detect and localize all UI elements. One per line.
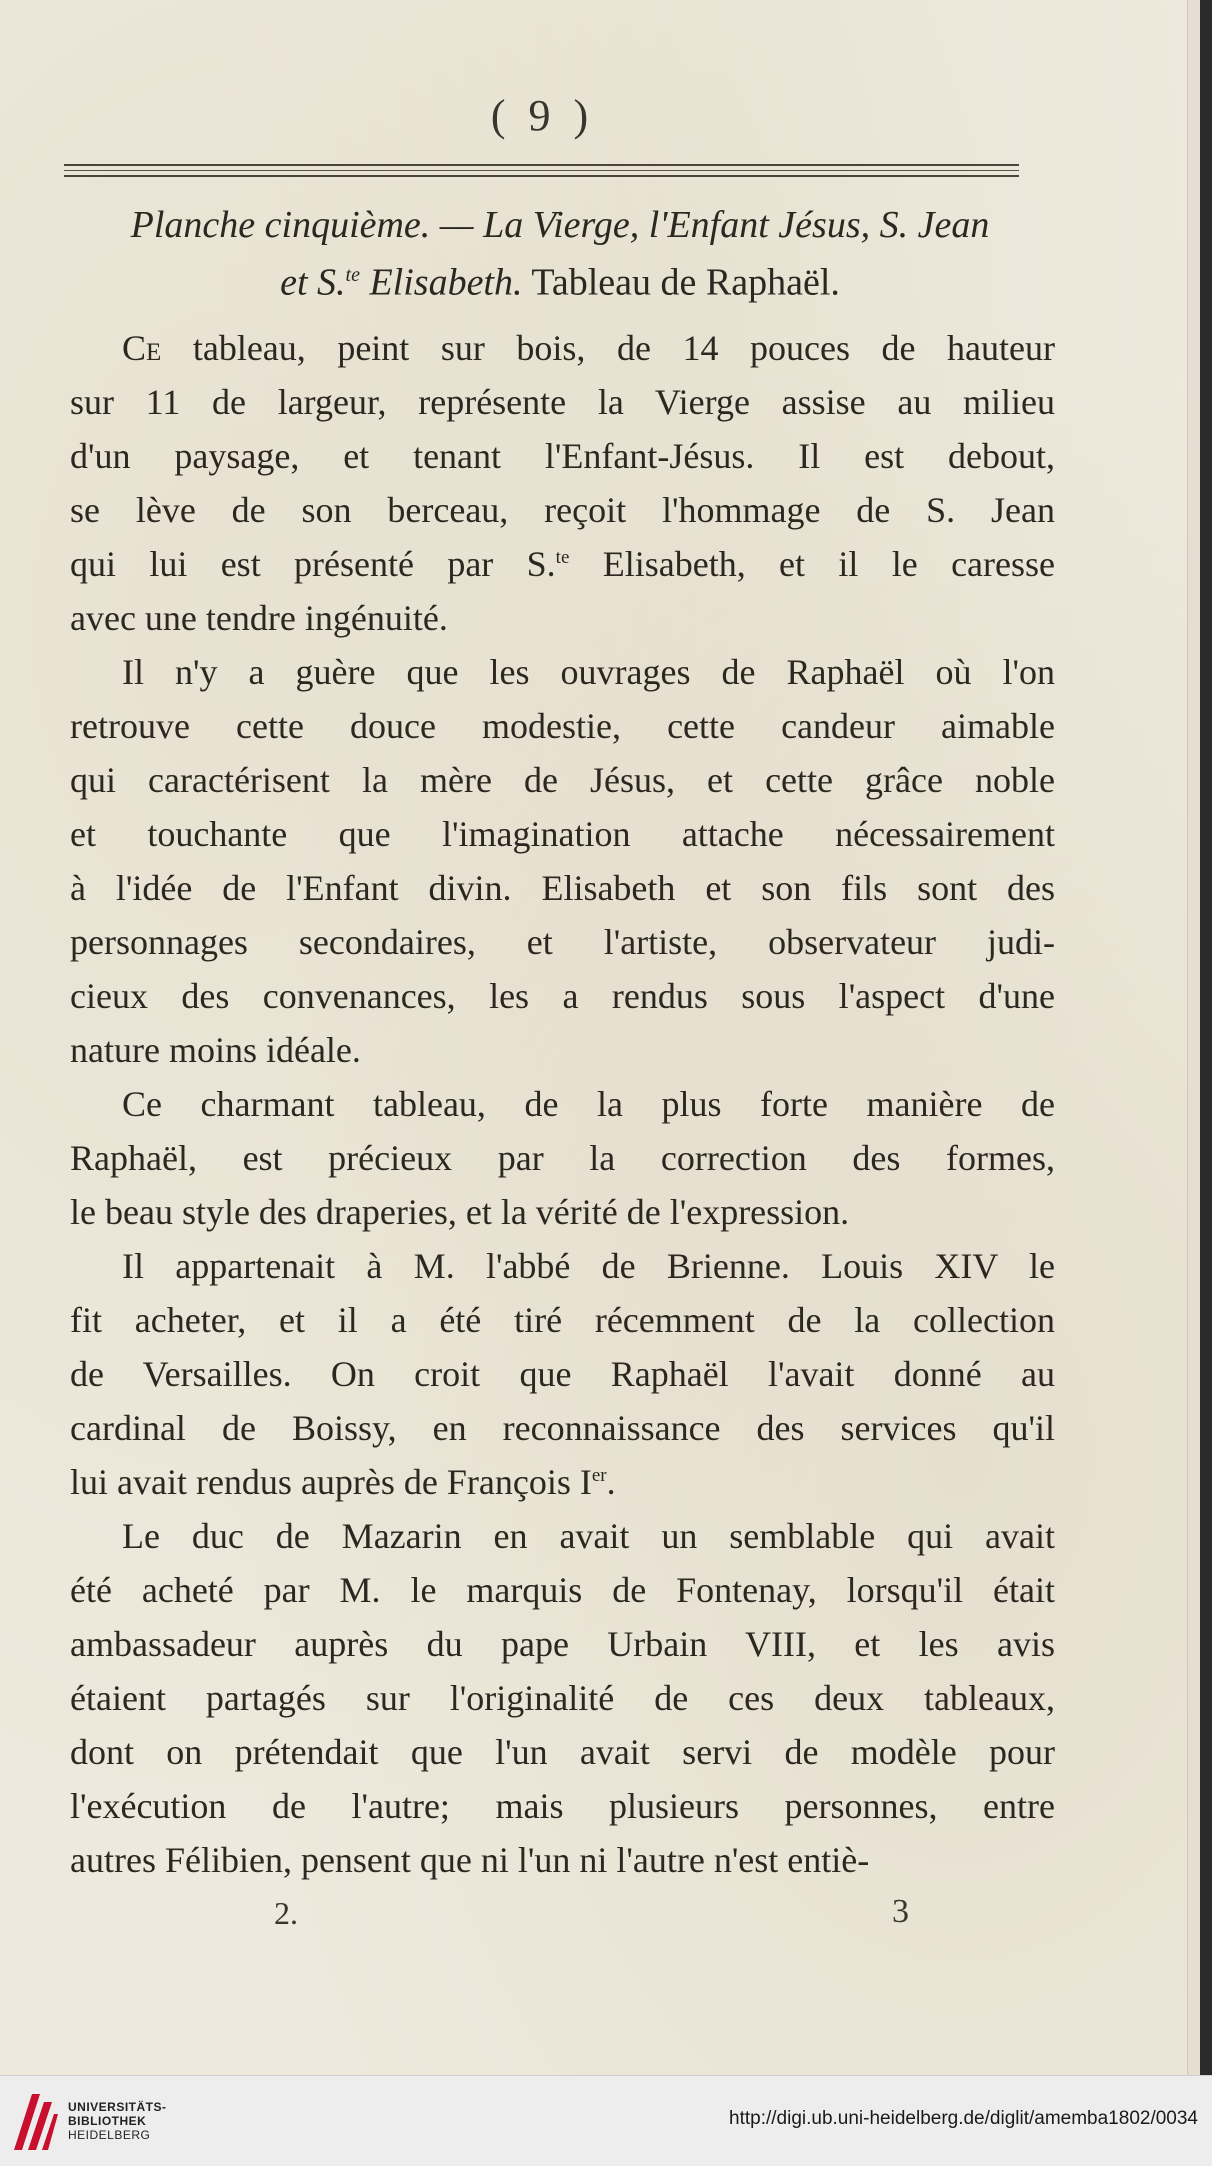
text-line: [70, 1293, 1055, 1347]
paragraph-3: [70, 1077, 1055, 1239]
text-line: [70, 1779, 1055, 1833]
text-segment: Elisabeth, et il le caresse: [569, 544, 1055, 584]
text-line: [70, 1239, 1055, 1293]
text-segment: Il appartenait à M. l'abbé de Brienne. Louis XIV le: [122, 1246, 1055, 1286]
text-segment: retrouve cette douce modestie, cette candeur aimable: [70, 706, 1055, 746]
text-segment: d'un paysage, et tenant l'Enfant-Jésus. Il est debout,: [70, 436, 1055, 476]
text-line: [70, 1347, 1055, 1401]
text-segment: lui avait rendus auprès de François I: [70, 1462, 592, 1502]
text-segment: Il n'y a guère que les ouvrages de Raphaël où l'on: [122, 652, 1055, 692]
text-segment: .: [606, 1462, 616, 1502]
heading-tableau: Tableau de Raphaël.: [522, 261, 840, 304]
text-segment: fit acheter, et il a été tiré récemment de la collection: [70, 1300, 1055, 1340]
text-line: [70, 1455, 1055, 1509]
text-segment: cieux des convenances, les a rendus sous l'aspect d'une: [70, 976, 1055, 1016]
text-line: [70, 753, 1055, 807]
text-segment: été acheté par M. le marquis de Fontenay, lorsqu'il était: [70, 1570, 1055, 1610]
logo-line-3: HEIDELBERG: [68, 2128, 151, 2142]
text-line: [70, 429, 1055, 483]
text-line: [70, 1401, 1055, 1455]
paragraph-2: [70, 645, 1055, 1077]
signature-mark-right: 3: [892, 1893, 909, 1930]
text-segment: tableau, peint sur bois, de 14 pouces de hauteur: [161, 328, 1055, 368]
source-url[interactable]: http://digi.ub.uni-heidelberg.de/diglit/amemba1802/0034: [729, 2108, 1198, 2129]
text-segment: te: [555, 547, 570, 568]
text-segment: à l'idée de l'Enfant divin. Elisabeth et son fils sont des: [70, 868, 1055, 908]
text-line: [70, 375, 1055, 429]
text-line: [70, 969, 1055, 1023]
heading-et-s: et S.: [280, 261, 346, 304]
heading-sup: te: [345, 264, 360, 286]
text-line: [70, 1509, 1055, 1563]
paragraph-4: [70, 1239, 1055, 1509]
text-line: [70, 1563, 1055, 1617]
text-line: [70, 915, 1055, 969]
text-line: [70, 1023, 1055, 1077]
page-number: ( 9 ): [490, 91, 595, 140]
text-line: [70, 537, 1055, 591]
text-segment: Raphaël, est précieux par la correction des formes,: [70, 1138, 1055, 1178]
text-segment: qui lui est présenté par S.: [70, 544, 556, 584]
text-segment: l'exécution de l'autre; mais plusieurs personnes, entre: [70, 1786, 1055, 1826]
text-segment: de Versailles. On croit que Raphaël l'avait donné au: [70, 1354, 1055, 1394]
heading-elisabeth: Elisabeth.: [359, 261, 523, 304]
heading-line-2: [70, 250, 1050, 308]
text-segment: cardinal de Boissy, en reconnaissance des services qu'il: [70, 1408, 1055, 1448]
text-segment: autres Félibien, pensent que ni l'un ni l'autre n'est entiè-: [70, 1840, 870, 1880]
header-rule-bottom: [64, 175, 1019, 177]
heading-line-1: Planche cinquième. — La Vierge, l'Enfant Jésus, S. Jean: [130, 204, 990, 246]
text-segment: et touchante que l'imagination attache nécessairement: [70, 814, 1055, 854]
text-segment: sur 11 de largeur, représente la Vierge assise au milieu: [70, 382, 1055, 422]
text-segment: avec une tendre ingénuité.: [70, 598, 448, 638]
library-logo-text: [68, 2100, 167, 2142]
footer-bar: [0, 2075, 1212, 2166]
header-rule-middle: [64, 170, 1019, 171]
text-line: [70, 861, 1055, 915]
text-line: [70, 1185, 1055, 1239]
text-line: [70, 1833, 1055, 1887]
body-text: [70, 321, 1055, 1887]
paragraph-1: [70, 321, 1055, 645]
text-segment: Ce charmant tableau, de la plus forte manière de: [122, 1084, 1055, 1124]
text-line: [70, 1671, 1055, 1725]
text-line: [70, 321, 1055, 375]
text-segment: Le duc de Mazarin en avait un semblable qui avait: [122, 1516, 1055, 1556]
header-rule-top: [64, 164, 1019, 166]
heidelberg-logo-icon: [10, 2088, 60, 2154]
text-line: [70, 807, 1055, 861]
plate-heading: [70, 200, 1050, 308]
signature-mark-left: 2.: [274, 1895, 298, 1931]
text-line: [70, 1131, 1055, 1185]
text-line: [70, 645, 1055, 699]
text-segment: se lève de son berceau, reçoit l'hommage de S. Jean: [70, 490, 1055, 530]
text-segment: le beau style des draperies, et la vérité de l'expression.: [70, 1192, 850, 1232]
text-segment: dont on prétendait que l'un avait servi de modèle pour: [70, 1732, 1055, 1772]
text-segment: ambassadeur auprès du pape Urbain VIII, et les avis: [70, 1624, 1055, 1664]
text-segment: étaient partagés sur l'originalité de ces deux tableaux,: [70, 1678, 1055, 1718]
text-segment: Ce: [122, 328, 162, 368]
text-line: [70, 699, 1055, 753]
text-line: [70, 1617, 1055, 1671]
text-line: [70, 591, 1055, 645]
text-segment: qui caractérisent la mère de Jésus, et cette grâce noble: [70, 760, 1055, 800]
page-edge: [1187, 0, 1200, 2075]
logo-line-2: BIBLIOTHEK: [68, 2114, 147, 2128]
text-line: [70, 483, 1055, 537]
paragraph-5: [70, 1509, 1055, 1887]
text-segment: er: [591, 1465, 607, 1486]
text-segment: personnages secondaires, et l'artiste, observateur judi-: [70, 922, 1055, 962]
text-line: [70, 1077, 1055, 1131]
text-line: [70, 1725, 1055, 1779]
logo-line-1: UNIVERSITÄTS-: [68, 2100, 167, 2114]
text-segment: nature moins idéale.: [70, 1030, 361, 1070]
